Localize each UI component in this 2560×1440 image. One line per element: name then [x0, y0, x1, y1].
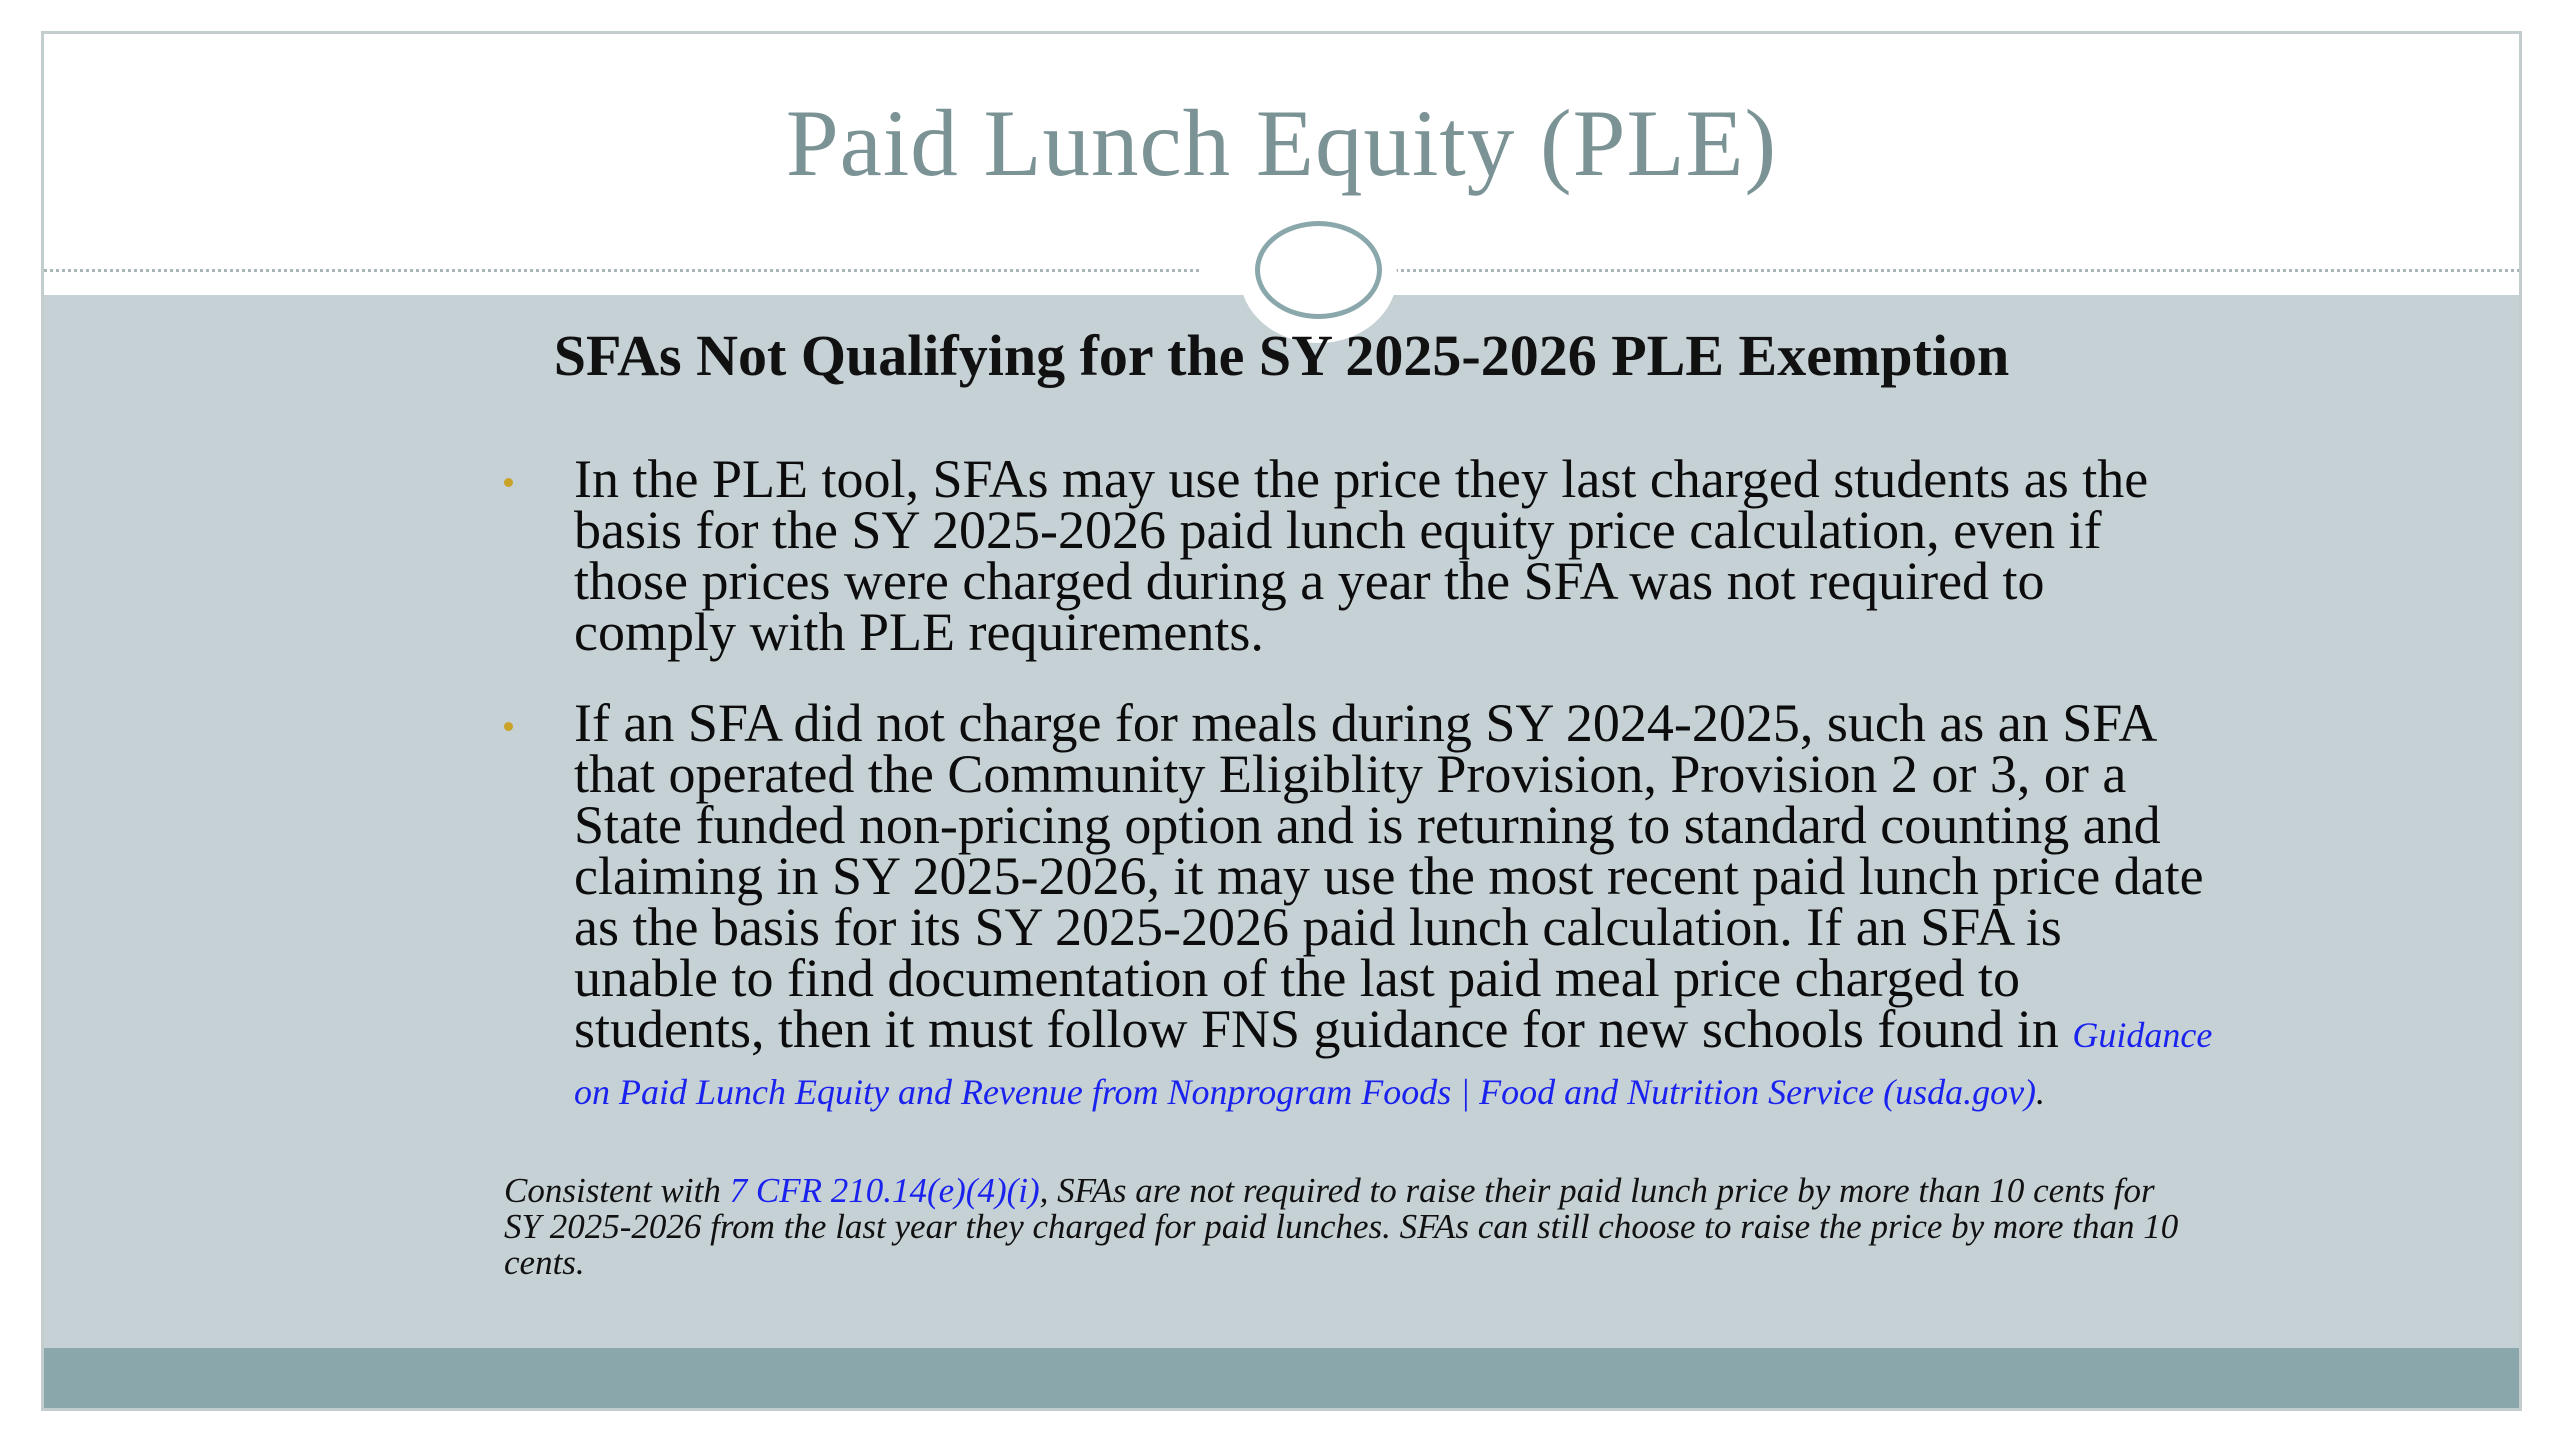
slide	[41, 31, 2522, 1411]
guidance-link[interactable]: Guidance on Paid Lunch Equity and Revenue from Nonprogram Foods | Food and Nutrition Service (usda.gov)	[574, 1015, 2213, 1112]
slide-title: Paid Lunch Equity (PLE)	[785, 90, 1778, 196]
bullet-item	[574, 693, 2214, 1118]
slide-subtitle: SFAs Not Qualifying for the SY 2025-2026 PLE Exemption	[553, 323, 2010, 388]
bullet-dot-icon	[504, 478, 513, 487]
bullet-text-container	[574, 693, 2214, 1118]
bullet-text: If an SFA did not charge for meals during SY 2024-2025, such as an SFA that operated the Community Eligiblity Provision, Provision 2 or 3, or a State funded non-pricing option and is returning to standard counting and claiming in SY 2025-2026, it may use the most recent paid lunch price date as the basis for its SY 2025-2026 paid lunch calculation. If an SFA is unable to find documentation of the last paid meal price charged to students, then it must follow FNS guidance for new schools found in	[574, 693, 2204, 1059]
divider-line-left	[44, 269, 1199, 272]
footnote	[504, 1173, 2184, 1281]
footer-band	[44, 1348, 2519, 1411]
divider-line-right	[1372, 269, 2522, 272]
bullet-dot-icon	[504, 722, 513, 731]
footnote-text: , SFAs are not required to raise their paid lunch price by more than 10 cents for SY 2025-2026 from the last year they charged for paid lunches. SFAs can still choose to raise the price by more than 10 cents.	[504, 1171, 2179, 1282]
footnote-prefix: Consistent with	[504, 1171, 730, 1210]
bullet-text: In the PLE tool, SFAs may use the price they last charged students as the basis for the SY 2025-2026 paid lunch equity price calculation, even if those prices were charged during a year the SFA was not required to comply with PLE requirements.	[574, 449, 2149, 662]
oval-ring	[1255, 221, 1382, 319]
bullet-period: .	[2036, 1072, 2046, 1112]
cfr-link[interactable]: 7 CFR 210.14(e)(4)(i)	[729, 1171, 1040, 1210]
bullet-item	[574, 449, 2214, 662]
bullet-list	[574, 449, 2214, 1158]
